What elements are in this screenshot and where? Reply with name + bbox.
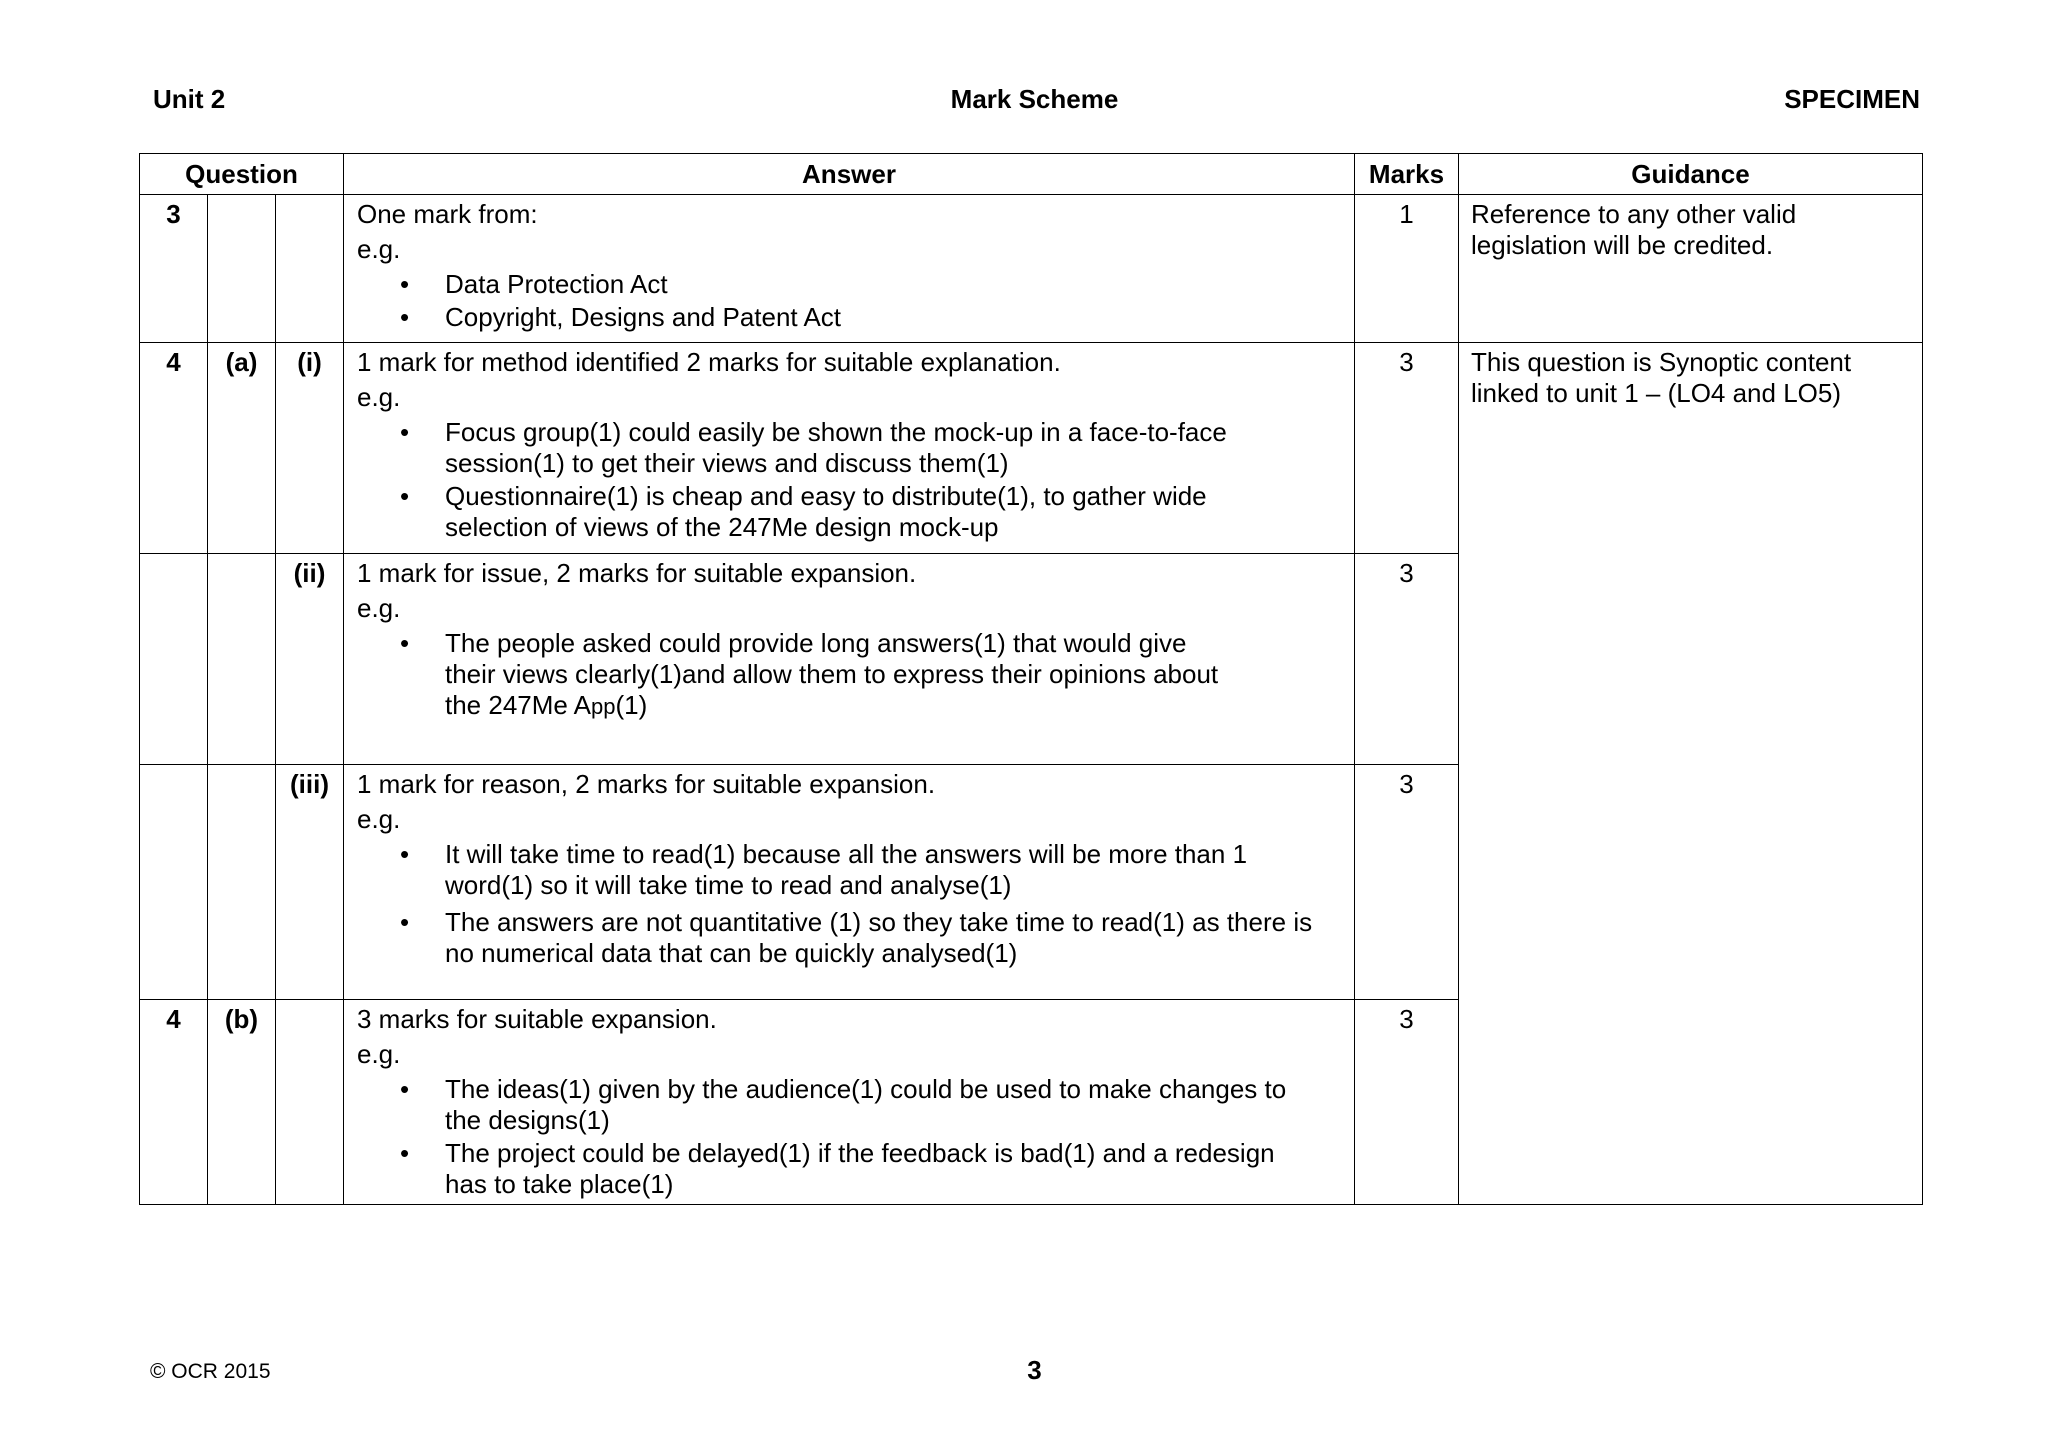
answer-intro: One mark from: — [357, 199, 538, 229]
marks-cell: 3 — [1355, 554, 1459, 765]
question-subpart: (ii) — [276, 554, 344, 765]
marks-column-header: Marks — [1355, 154, 1459, 195]
marks-cell: 3 — [1355, 765, 1459, 1000]
specimen-label: SPECIMEN — [1784, 84, 1920, 114]
question-number: 4 — [140, 343, 208, 554]
answer-point: • Copyright, Designs and Patent Act — [445, 302, 1342, 333]
example-label: e.g. — [357, 593, 401, 623]
table-row — [140, 195, 1923, 343]
answer-point-end: (1) — [615, 690, 648, 720]
question-number — [140, 554, 208, 765]
answer-point: • The project could be delayed(1) if the feedback is bad(1) and a redesign has to take place(1) — [445, 1138, 1322, 1200]
example-label: e.g. — [357, 804, 401, 834]
answer-point: • Data Protection Act — [445, 269, 1342, 300]
question-part: (a) — [208, 343, 276, 554]
answer-point: • Questionnaire(1) is cheap and easy to distribute(1), to gather wide selection of views of the 247Me design mock-up — [445, 481, 1252, 543]
answer-point-small-text: pp — [591, 694, 616, 719]
question-number: 4 — [140, 1000, 208, 1205]
question-subpart: (iii) — [276, 765, 344, 1000]
answer-column-header: Answer — [344, 154, 1355, 195]
guidance-cell: This question is Synoptic content linked to unit 1 – (LO4 and LO5) — [1459, 343, 1923, 1205]
unit-label: Unit 2 — [153, 84, 226, 114]
copyright-notice: © OCR 2015 — [150, 1360, 271, 1383]
answer-intro: 3 marks for suitable expansion. — [357, 1004, 717, 1034]
marks-cell: 3 — [1355, 1000, 1459, 1205]
page-number: 3 — [1027, 1355, 1042, 1385]
answer-point: • It will take time to read(1) because all the answers will be more than 1 word(1) so it will take time to read and analyse(1) — [445, 839, 1322, 901]
example-label: e.g. — [357, 234, 401, 264]
question-part: (b) — [208, 1000, 276, 1205]
document-title: Mark Scheme — [950, 84, 1119, 114]
answer-cell — [344, 343, 1355, 554]
answer-cell — [344, 554, 1355, 765]
answer-point: • The ideas(1) given by the audience(1) could be used to make changes to the designs(1) — [445, 1074, 1322, 1136]
table-row — [140, 343, 1923, 554]
answer-point: • The answers are not quantitative (1) so they take time to read(1) as there is no numerical data that can be quickly analysed(1) — [445, 907, 1322, 969]
question-subpart — [276, 195, 344, 343]
guidance-cell: Reference to any other valid legislation will be credited. — [1459, 195, 1923, 343]
answer-cell — [344, 1000, 1355, 1205]
answer-cell — [344, 195, 1355, 343]
question-part — [208, 765, 276, 1000]
marks-cell: 1 — [1355, 195, 1459, 343]
mark-scheme-table — [139, 153, 1923, 1205]
answer-intro: 1 mark for method identified 2 marks for suitable explanation. — [357, 347, 1061, 377]
answer-intro: 1 mark for issue, 2 marks for suitable expansion. — [357, 558, 917, 588]
table-header-row — [140, 154, 1923, 195]
question-part — [208, 195, 276, 343]
marks-cell: 3 — [1355, 343, 1459, 554]
guidance-column-header: Guidance — [1459, 154, 1923, 195]
answer-intro: 1 mark for reason, 2 marks for suitable expansion. — [357, 769, 936, 799]
question-column-header: Question — [140, 154, 344, 195]
answer-point: • Focus group(1) could easily be shown the mock-up in a face-to-face session(1) to get their views and discuss them(1) — [445, 417, 1252, 479]
question-subpart: (i) — [276, 343, 344, 554]
question-part — [208, 554, 276, 765]
answer-point — [445, 628, 1242, 722]
example-label: e.g. — [357, 382, 401, 412]
question-subpart — [276, 1000, 344, 1205]
answer-point-text: The people asked could provide long answers(1) that would give their views clearly(1)and allow them to express their opinions about the 247Me A — [445, 628, 1219, 720]
question-number — [140, 765, 208, 1000]
question-number: 3 — [140, 195, 208, 343]
example-label: e.g. — [357, 1039, 401, 1069]
answer-cell — [344, 765, 1355, 1000]
